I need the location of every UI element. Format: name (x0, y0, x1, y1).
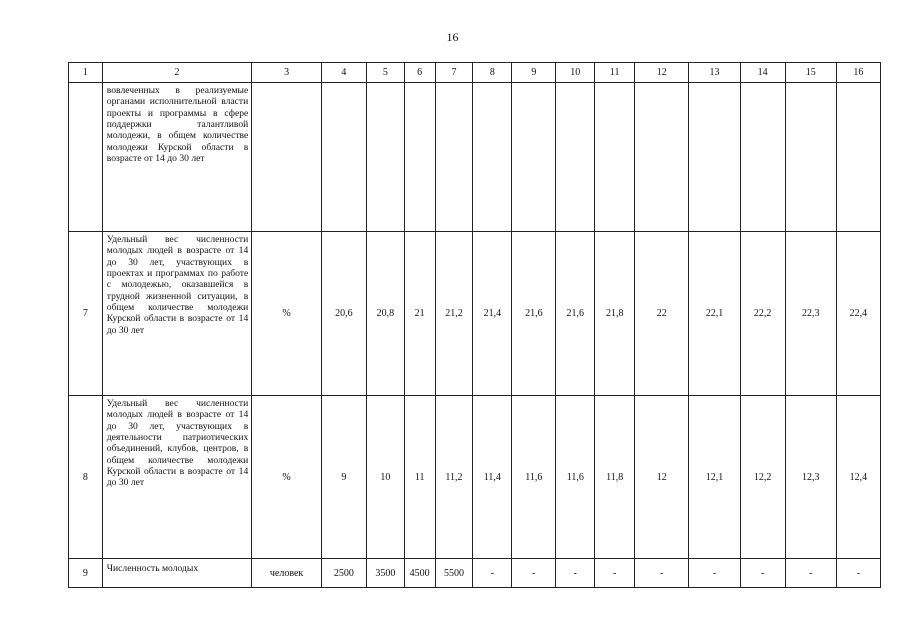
value-cell: 22,2 (740, 232, 785, 396)
unit-cell: % (252, 232, 322, 396)
table-row (69, 396, 881, 559)
value-cell: 9 (321, 396, 366, 559)
table-header-row (69, 63, 881, 83)
value-cell: - (836, 559, 880, 588)
row-number-cell: 7 (69, 232, 103, 396)
header-cell: 9 (512, 63, 556, 83)
value-cell: 3500 (366, 559, 404, 588)
value-cell: 20,8 (366, 232, 404, 396)
table-row (69, 232, 881, 396)
value-cell (435, 83, 473, 232)
value-cell: 12 (635, 396, 689, 559)
value-cell: 21 (404, 232, 435, 396)
header-cell: 10 (556, 63, 595, 83)
value-cell: - (785, 559, 836, 588)
value-cell: 20,6 (321, 232, 366, 396)
value-cell (404, 83, 435, 232)
value-cell: 11 (404, 396, 435, 559)
value-cell: 12,4 (836, 396, 880, 559)
value-cell: - (740, 559, 785, 588)
value-cell: 21,4 (473, 232, 512, 396)
header-cell: 4 (321, 63, 366, 83)
value-cell (595, 83, 635, 232)
value-cell (740, 83, 785, 232)
header-cell: 8 (473, 63, 512, 83)
value-cell (785, 83, 836, 232)
value-cell: 2500 (321, 559, 366, 588)
unit-cell: % (252, 396, 322, 559)
value-cell: 22 (635, 232, 689, 396)
value-cell (635, 83, 689, 232)
indicator-description: Удельный вес численности молодых людей в возрасте от 14 до 30 лет, участвующих в деятельности патриотических объединений, клубов, центров, в общем количестве молодежи Курской области в возрасте от 14 до 30 лет (102, 396, 251, 559)
value-cell: 11,4 (473, 396, 512, 559)
header-cell: 6 (404, 63, 435, 83)
header-cell: 16 (836, 63, 880, 83)
header-cell: 7 (435, 63, 473, 83)
value-cell: 21,8 (595, 232, 635, 396)
value-cell: 21,6 (512, 232, 556, 396)
value-cell: 22,1 (689, 232, 740, 396)
header-cell: 1 (69, 63, 103, 83)
table-row-continued (69, 83, 881, 232)
value-cell: 12,3 (785, 396, 836, 559)
value-cell (321, 83, 366, 232)
value-cell (689, 83, 740, 232)
header-cell: 11 (595, 63, 635, 83)
value-cell: 5500 (435, 559, 473, 588)
value-cell: - (635, 559, 689, 588)
value-cell (473, 83, 512, 232)
page-number: 16 (446, 30, 459, 44)
header-cell: 3 (252, 63, 322, 83)
header-cell: 15 (785, 63, 836, 83)
value-cell (366, 83, 404, 232)
value-cell: 21,6 (556, 232, 595, 396)
header-cell: 14 (740, 63, 785, 83)
value-cell: 21,2 (435, 232, 473, 396)
value-cell: 12,1 (689, 396, 740, 559)
header-cell: 13 (689, 63, 740, 83)
value-cell: - (556, 559, 595, 588)
value-cell: 11,6 (512, 396, 556, 559)
indicator-description: Численность молодых (102, 559, 251, 588)
row-number-cell (69, 83, 103, 232)
indicators-table (68, 62, 881, 588)
row-number-cell: 9 (69, 559, 103, 588)
unit-cell (252, 83, 322, 232)
value-cell: 11,2 (435, 396, 473, 559)
value-cell: 12,2 (740, 396, 785, 559)
value-cell (556, 83, 595, 232)
value-cell: 11,6 (556, 396, 595, 559)
table-row (69, 559, 881, 588)
value-cell: - (473, 559, 512, 588)
value-cell: - (595, 559, 635, 588)
indicator-description: Удельный вес численности молодых людей в возрасте от 14 до 30 лет, участвующих в проектах и программах по работе с молодежью, оказавшейся в трудной жизненной ситуации, в общем количестве молодежи Курской области в возрасте от 14 до 30 лет (102, 232, 251, 396)
value-cell (512, 83, 556, 232)
value-cell: 4500 (404, 559, 435, 588)
value-cell: 22,4 (836, 232, 880, 396)
value-cell: 11,8 (595, 396, 635, 559)
value-cell: 10 (366, 396, 404, 559)
value-cell: 22,3 (785, 232, 836, 396)
header-cell: 5 (366, 63, 404, 83)
unit-cell: человек (252, 559, 322, 588)
value-cell (836, 83, 880, 232)
indicator-description: вовлеченных в реализуемые органами исполнительной власти проекты и программы в сфере поддержки талантливой молодежи, в общем количестве молодежи Курской области в возрасте от 14 до 30 лет (102, 83, 251, 232)
value-cell: - (689, 559, 740, 588)
header-cell: 12 (635, 63, 689, 83)
row-number-cell: 8 (69, 396, 103, 559)
header-cell: 2 (102, 63, 251, 83)
value-cell: - (512, 559, 556, 588)
